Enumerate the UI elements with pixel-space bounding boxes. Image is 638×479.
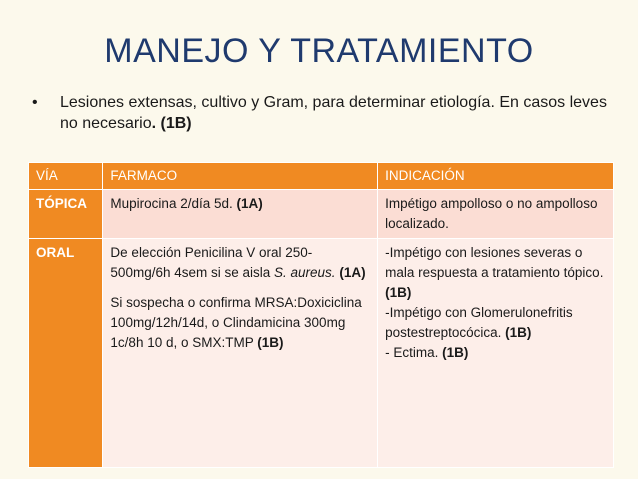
indicacion-l3-text: - Ectima. (385, 345, 443, 360)
indicacion-line-1 (385, 243, 606, 303)
bullet-dot-icon: • (32, 94, 38, 111)
farmaco-p1-italic: S. aureus. (274, 265, 336, 280)
bullet-body: Lesiones extensas, cultivo y Gram, para determinar etiología. En casos leves no necesario (60, 94, 607, 132)
farmaco-ref: (1A) (236, 196, 263, 211)
farmaco-p1-text: De elección Penicilina V oral 250-500mg/6h 4sem si se aisla (110, 245, 313, 280)
table-row (29, 190, 614, 239)
header-via: VÍA (29, 163, 103, 190)
table-row (29, 239, 614, 468)
indicacion-l2-text: -Impétigo con Glomerulonefritis postestreptocócica. (385, 305, 573, 340)
indicacion-line-2 (385, 303, 606, 343)
row-indicacion: Impétigo ampolloso o no ampolloso localizado. (378, 190, 614, 239)
header-farmaco: FARMACO (103, 163, 378, 190)
farmaco-p1-ref: (1A) (339, 265, 366, 280)
farmaco-p2-text: Si sospecha o confirma MRSA:Doxiciclina 100mg/12h/14d, o Clindamicina 300mg 1c/8h 10 d, o SMX:TMP (110, 295, 362, 350)
treatment-table (28, 162, 614, 468)
row-via: ORAL (29, 239, 103, 468)
row-indicacion (378, 239, 614, 468)
indicacion-l3-ref: (1B) (442, 345, 469, 360)
bullet-item (32, 92, 612, 134)
farmaco-p2-ref: (1B) (257, 335, 284, 350)
table-header-row (29, 163, 614, 190)
header-indicacion: INDICACIÓN (378, 163, 614, 190)
farmaco-paragraph-1 (110, 243, 370, 283)
slide-title: MANEJO Y TRATAMIENTO (104, 32, 534, 70)
indicacion-l1-text: -Impétigo con lesiones severas o mala respuesta a tratamiento tópico. (385, 245, 604, 280)
row-farmaco (103, 239, 378, 468)
indicacion-line-3 (385, 343, 606, 363)
row-farmaco (103, 190, 378, 239)
bullet-text (60, 92, 612, 134)
indicacion-l1-ref: (1B) (385, 285, 412, 300)
farmaco-text: Mupirocina 2/día 5d. (110, 196, 237, 211)
bullet-ref: (1B) (160, 115, 192, 132)
row-via: TÓPICA (29, 190, 103, 239)
indicacion-l2-ref: (1B) (505, 325, 532, 340)
farmaco-paragraph-2 (110, 293, 370, 353)
bullet-punct: . (151, 115, 161, 132)
